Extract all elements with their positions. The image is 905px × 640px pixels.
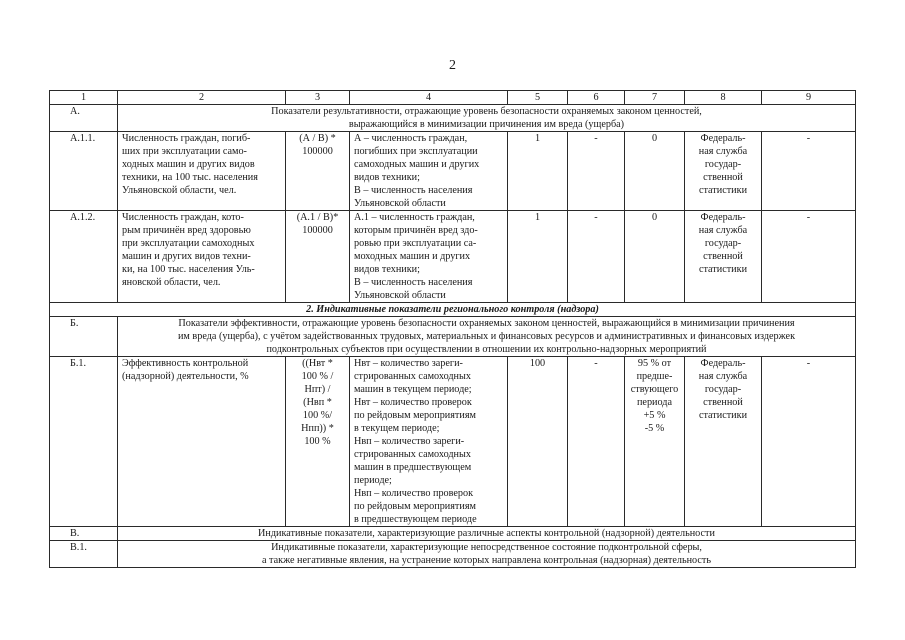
table-row xyxy=(50,211,856,303)
indicator-description: А.1 – численность граждан, которым причинён вред здо- ровью при эксплуатации са- моходных машин и других видов техники; В – численность населения Ульяновской области xyxy=(350,211,508,303)
indicators-table xyxy=(49,90,856,568)
section-code: А. xyxy=(50,105,118,132)
indicator-col5: 1 xyxy=(508,211,568,303)
indicator-col7: 0 xyxy=(625,132,685,211)
section-code: В.1. xyxy=(50,541,118,568)
indicator-formula: (А / В) * 100000 xyxy=(286,132,350,211)
column-number-row xyxy=(50,91,856,105)
section-title: Показатели эффективности, отражающие уровень безопасности охраняемых законом ценностей, выражающийся в минимизации причинения им вреда (ущерба), с учётом задействованных трудовых, материальных и финансовых ресурсов и административных и финансовых издержек подконтрольных субъектов при осуществлении в отношении их контрольно-надзорных мероприятий xyxy=(118,317,856,357)
indicator-description: А – численность граждан, погибших при эксплуатации самоходных машин и других видов техники; В – численность населения Ульяновской области xyxy=(350,132,508,211)
section-v1-row xyxy=(50,541,856,568)
indicator-col6: - xyxy=(568,211,625,303)
indicator-description: Нвт – количество зареги- стрированных самоходных машин в текущем периоде; Нвт – количество проверок по рейдовым мероприятиям в текущем периоде; Нвп – количество зареги- стрированных самоходных машин в предшествующем периоде; Нвп – количество проверок по рейдовым мероприятиям в предшествующем периоде xyxy=(350,357,508,527)
indicator-col9: - xyxy=(762,211,856,303)
column-number: 6 xyxy=(568,91,625,105)
section-heading: 2. Индикативные показатели регионального контроля (надзора) xyxy=(50,303,856,317)
indicator-source: Федераль- ная служба государ- ственной статистики xyxy=(685,357,762,527)
section-title: Показатели результативности, отражающие уровень безопасности охраняемых законом ценностей, выражающийся в минимизации причинения им вреда (ущерба) xyxy=(118,105,856,132)
indicator-col9: - xyxy=(762,132,856,211)
indicator-name: Численность граждан, кото- рым причинён вред здоровью при эксплуатации самоходных машин и других видов техни- ки, на 100 тыс. населения Уль- яновской области, чел. xyxy=(118,211,286,303)
indicator-code: А.1.2. xyxy=(50,211,118,303)
column-number: 4 xyxy=(350,91,508,105)
column-number: 3 xyxy=(286,91,350,105)
indicator-code: Б.1. xyxy=(50,357,118,527)
page-number: 2 xyxy=(449,58,456,73)
section-code: В. xyxy=(50,527,118,541)
indicator-name: Эффективность контрольной (надзорной) деятельности, % xyxy=(118,357,286,527)
column-number: 1 xyxy=(50,91,118,105)
column-number: 7 xyxy=(625,91,685,105)
table-row xyxy=(50,357,856,527)
indicator-col6: - xyxy=(568,357,625,527)
section-title: Индикативные показатели, характеризующие различные аспекты контрольной (надзорной) деятельности xyxy=(118,527,856,541)
column-number: 2 xyxy=(118,91,286,105)
column-number: 5 xyxy=(508,91,568,105)
indicator-source: Федераль- ная служба государ- ственной статистики xyxy=(685,132,762,211)
indicator-col9: - xyxy=(762,357,856,527)
column-number: 8 xyxy=(685,91,762,105)
indicator-source: Федераль- ная служба государ- ственной статистики xyxy=(685,211,762,303)
indicator-col7: 95 % от предше- ствующего периода +5 % -5 % xyxy=(625,357,685,527)
indicator-col6: - xyxy=(568,132,625,211)
indicator-col5: 1 xyxy=(508,132,568,211)
table-row xyxy=(50,132,856,211)
indicator-formula: (А.1 / В)* 100000 xyxy=(286,211,350,303)
indicator-col7: 0 xyxy=(625,211,685,303)
section-2-row xyxy=(50,303,856,317)
section-a-row xyxy=(50,105,856,132)
indicator-code: А.1.1. xyxy=(50,132,118,211)
indicator-col5: 100 xyxy=(508,357,568,527)
section-code: Б. xyxy=(50,317,118,357)
indicator-formula: ((Нвт * 100 % / Нпт) / (Нвп * 100 %/ Нпп)) * 100 % xyxy=(286,357,350,527)
indicator-name: Численность граждан, погиб- ших при эксплуатации само- ходных машин и других видов техники, на 100 тыс. населения Ульяновской области, чел. xyxy=(118,132,286,211)
section-title: Индикативные показатели, характеризующие непосредственное состояние подконтрольной сферы, а также негативные явления, на устранение которых направлена контрольная (надзорная) деятельность xyxy=(118,541,856,568)
section-b-row xyxy=(50,317,856,357)
section-v-row xyxy=(50,527,856,541)
column-number: 9 xyxy=(762,91,856,105)
